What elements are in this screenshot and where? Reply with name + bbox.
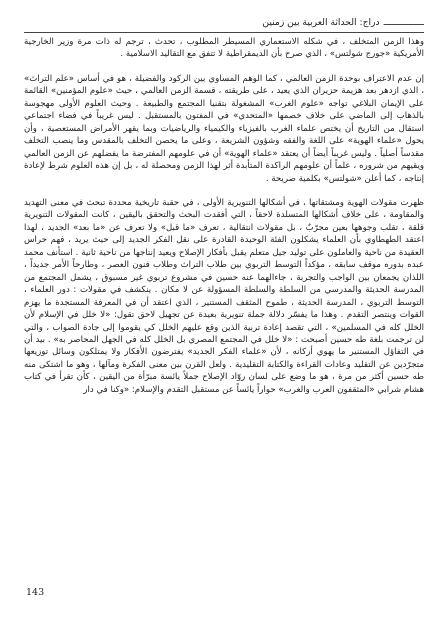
running-header	[24, 14, 424, 33]
paragraph-1: وهذا الزمن المتخلف ، في شكله الاستعماري المسيطر المطلوب ، تحدث ، ترجم له ذات مرة وزير الخارجية الأمريكية «جورج شولتس» ، الذي صرح بأن الديمقراطية لا تتفق مع التقاليد الاسلامية .	[24, 37, 424, 60]
book-page	[24, 14, 424, 610]
paragraph-3: ظهرت مقولات الهوية ومشتقاتها ، في أشكالها التنويرية الأولى ، في حقبة تاريخية محددة تبحث في معنى التهديد والمقاومة ، على خلاف أشكالها المتسلدة لاحقاً ، التي أفقدت البحث والتحقق باليقين ، كانت المقولات التنويرية قلقة ، تقلب وجوهها بعين مجرّبٌ ، بل مقولات انتقالية ، تعرف «ما قبل» ولا تعرف عن «ما بعد» الجديد ، لهذا اعتقد الطهطاوي بأن العلماء يشكلون الفئة الوحيدة القادرة على نقل الفكر الجديد إلى حيث يريد ، فهم حراس العقيدة من ناحية والعاملون على توليد جيل متعلم يقبل بأفكار الإصلاح ويعيد إنتاجها من ناحية ثانية . استأنف محمد عبده بدوره موقف سابقه ، مؤكداً التوسط التربوي بين طلاب التراث وطلاب فنون العصر ، وطارحاً الأمر جديداً ، اللذان يجمعان بين الواجب والتجربة ، جاءالهما عنه حسين في مشروع تربوي غير مسبوق ، يشمل المجتمع من المدرسة الحديثة والمدرسي من السلطة والسلطة المسؤولة عن لا مكان . ينكشف في مقولات : دور العلماء ، التوسط التربوي ، المدرسة الحديثة ، طموح المثقف المستنير ، الذي اعتقد أن في المعرفة المستجدة ما يهزم القوات وينتصر التقدم . وهذا ما يفسّر دلالة جملة تنويرية بعيدة عن تجهيل لاحق تقول: «لا خلل في الإسلام لأن الخلل كله في المسلمين» ، التي تقصد إعادة تربية الذين وقع عليهم الخلل كي يقوموا إلى جادة الصواب ، والتي لن ترجمت بلغة طه حسين أصبحت : «لا خلل في المجتمع المصري بل الخلل كله في الجهل المحاصر به» . بيد أن في التفاؤل المستنير ما يهوي أركانه ، لأن «علماء الفكر الجديد» يفترضون الأفكار ولا يمتلكون وسائل توزيعها متجرّدين عن التقليد وعادات القراءة والكتابة التقليدية . ولعل القرن بين معنى الفكرة ومآلها ، وهو ما اشتكى منه طه حسين أكثر من مرة ، هو ما وضع على لسان روّاد الإصلاح جملاً يائسة مبرّأة من اليقين ، كأن تقرأ في كتاب هشام شرابي «المثقفون العرب والغرب» حواراً يائساً عن مستقبل التقدم والإسلام: «وكنا في دار	[24, 197, 424, 395]
page-body	[24, 36, 424, 396]
paragraph-2: إن عدم الاعتراف بوحدة الزمن العالمي ، كما الوهم المساوي بين الركود والفضيلة ، هو في أساس «علم التراث» ، الذي ازدهر بعد هزيمة حزيران الذي يعيد ، على طريقته ، قسمة الزمن العالمي ، حيث «علوم المؤمنين» القائمة على الإيمان البلاغي تواجه «علوم الغرب» المشغولة بتقنيا المجتمع والطبيعة . وحيث العلوم الأولى مهجوسة بالذهاب إلى الماضي على خلاف خصمها «المتحدي» في المفتون بالمستقبل . ليس غريباً في فضاء اجتماعي استقال من التاريخ أن يختص علماء الغرب بالفيزياء والكيمياء والرياضيات وبما يقهر الأمراض المستعصية ، وأن يحول «علماء الهوية» على اللغة والفقه وشؤون الشريعة ، وعلى ما يحصن التخلف بالمقدس وما ينصب التخلف مقدساً أصلياً . وليس غريباً أيضاً أن يعتقد «علماء الهوية» أن في علومهم المفترضة ما يفضلهم عن الزمن العالمي ويقيهم من شروره ، علماً أن علومهم الراكدة المتأبدة أثر لهذا الزمن ومحصلة له ، بل إن هذه العلوم شرط لإعادة إنتاجه ، كما أعلن «شولتس» بكلمية صريحة .	[24, 73, 424, 184]
page-number: 143	[26, 587, 45, 598]
running-header-title: دراج: الحداثة العربية بين زمنين	[262, 17, 380, 28]
header-rule-dash: ـــــــــــــــ	[383, 17, 424, 28]
